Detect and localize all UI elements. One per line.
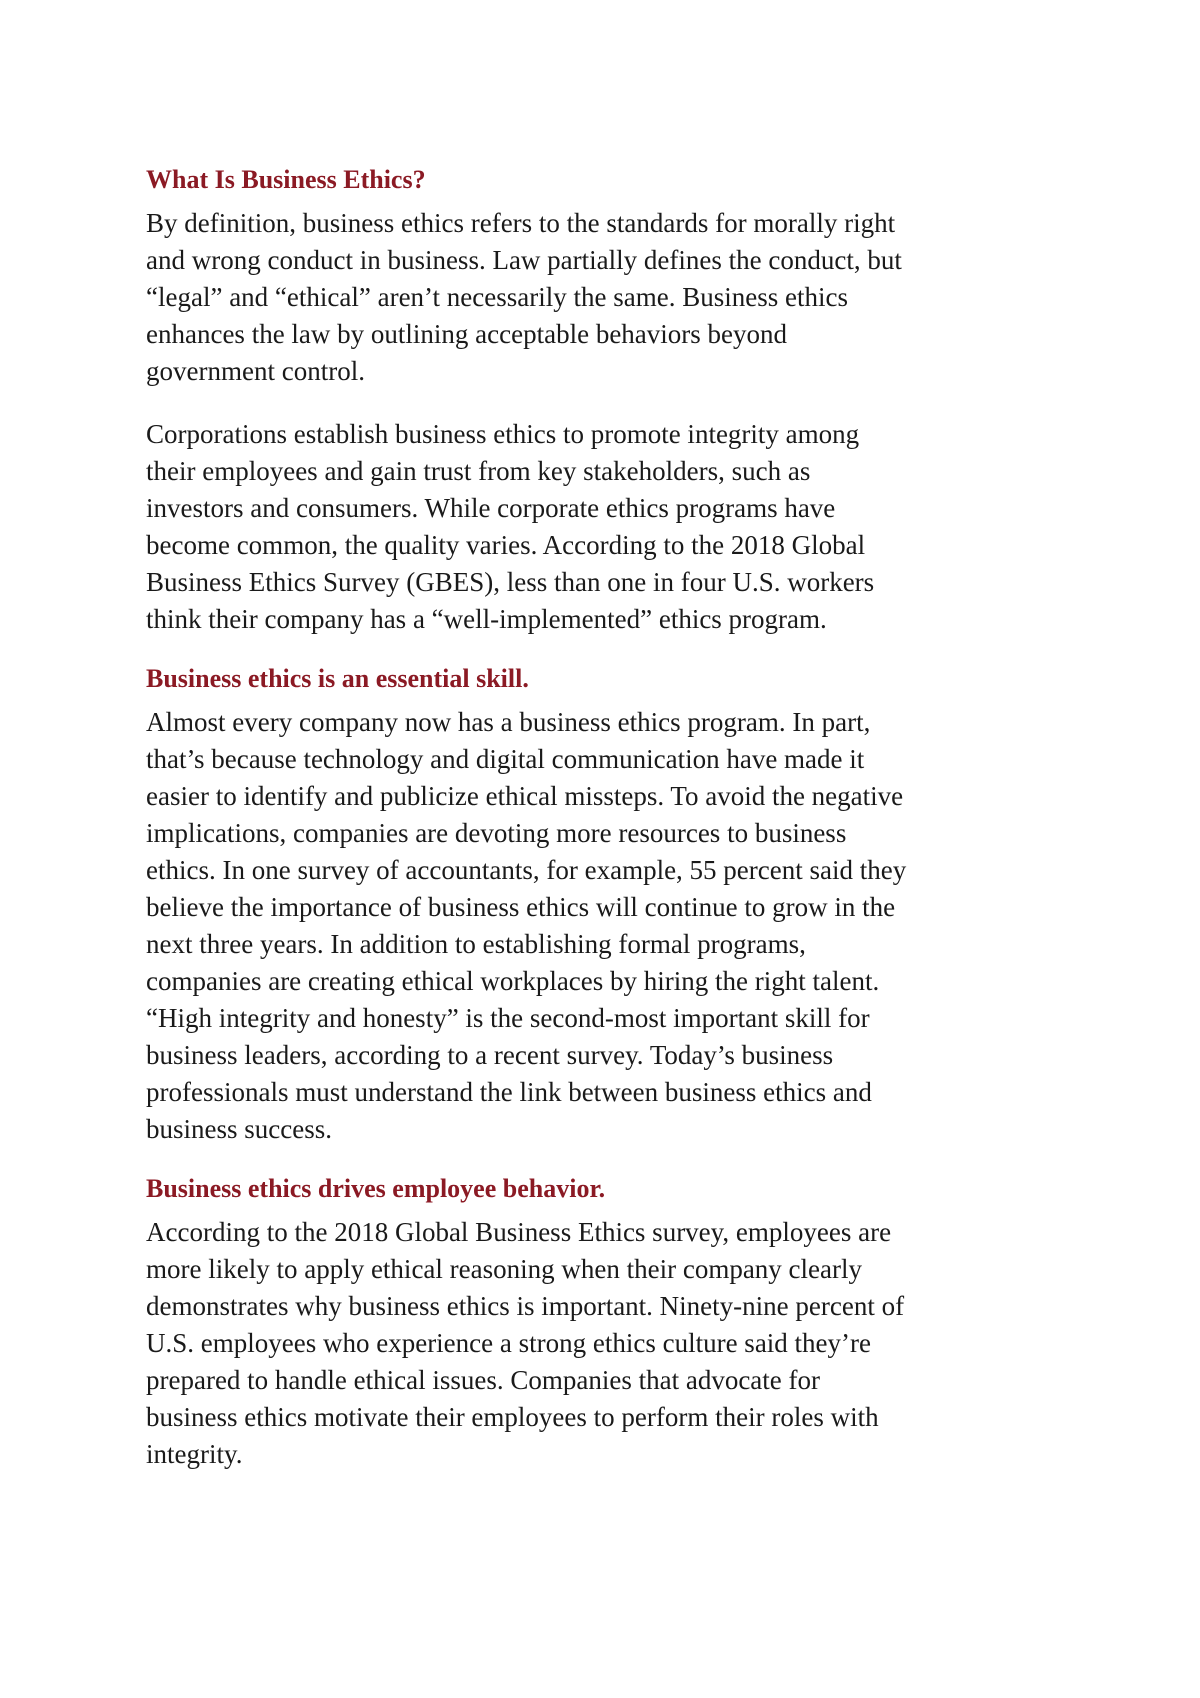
text-line: integrity.: [146, 1439, 243, 1469]
text-line: demonstrates why business ethics is important. Ninety-nine percent of: [146, 1291, 905, 1321]
text-line: investors and consumers. While corporate ethics programs have: [146, 493, 836, 523]
paragraph-employee-behavior: [146, 1214, 1076, 1473]
text-line: that’s because technology and digital communication have made it: [146, 744, 865, 774]
text-line: business ethics motivate their employees to perform their roles with: [146, 1402, 879, 1432]
text-line: Business Ethics Survey (GBES), less than one in four U.S. workers: [146, 567, 875, 597]
text-line: U.S. employees who experience a strong ethics culture said they’re: [146, 1328, 872, 1358]
text-line: enhances the law by outlining acceptable behaviors beyond: [146, 319, 788, 349]
text-line: business success.: [146, 1114, 332, 1144]
text-line: implications, companies are devoting more resources to business: [146, 818, 847, 848]
paragraph-essential-skill: [146, 704, 1076, 1148]
text-line: think their company has a “well-implemented” ethics program.: [146, 604, 827, 634]
section-heading-employee-behavior: Business ethics drives employee behavior.: [146, 1174, 606, 1203]
text-line: believe the importance of business ethics will continue to grow in the: [146, 892, 896, 922]
text-line: According to the 2018 Global Business Ethics survey, employees are: [146, 1217, 892, 1247]
text-line: government control.: [146, 356, 365, 386]
text-line: professionals must understand the link between business ethics and: [146, 1077, 872, 1107]
text-line: Almost every company now has a business ethics program. In part,: [146, 707, 871, 737]
section-heading-essential-skill: Business ethics is an essential skill.: [146, 664, 529, 693]
section-heading-what-is-business-ethics: What Is Business Ethics?: [146, 165, 426, 194]
text-line: companies are creating ethical workplaces by hiring the right talent.: [146, 966, 880, 996]
text-line: become common, the quality varies. According to the 2018 Global: [146, 530, 866, 560]
text-line: “legal” and “ethical” aren’t necessarily the same. Business ethics: [146, 282, 848, 312]
text-line: more likely to apply ethical reasoning when their company clearly: [146, 1254, 863, 1284]
text-line: Corporations establish business ethics to promote integrity among: [146, 419, 860, 449]
text-line: easier to identify and publicize ethical missteps. To avoid the negative: [146, 781, 904, 811]
text-line: business leaders, according to a recent survey. Today’s business: [146, 1040, 834, 1070]
text-line: and wrong conduct in business. Law partially defines the conduct, but: [146, 245, 902, 275]
document-page: [146, 165, 1076, 1499]
text-line: By definition, business ethics refers to the standards for morally right: [146, 208, 896, 238]
text-line: their employees and gain trust from key stakeholders, such as: [146, 456, 811, 486]
text-line: next three years. In addition to establishing formal programs,: [146, 929, 806, 959]
text-line: “High integrity and honesty” is the second-most important skill for: [146, 1003, 870, 1033]
text-line: ethics. In one survey of accountants, for example, 55 percent said they: [146, 855, 907, 885]
text-line: prepared to handle ethical issues. Companies that advocate for: [146, 1365, 821, 1395]
paragraph-corporations: [146, 416, 1076, 638]
paragraph-definition: [146, 205, 1076, 390]
